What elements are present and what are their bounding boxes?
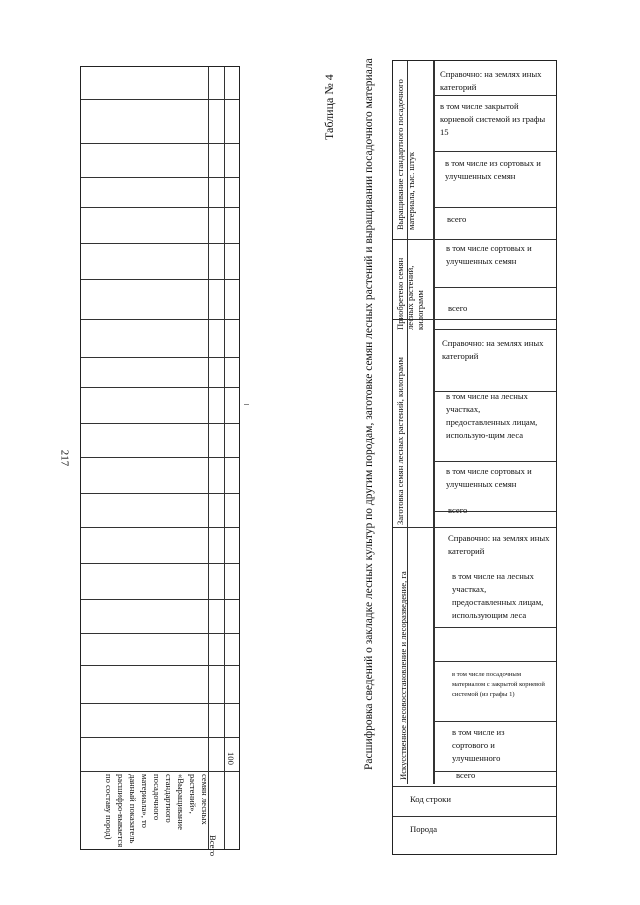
group-seedling-growing: Выращивание стандартного посадочного материала, тыс. штук xyxy=(395,79,416,230)
col-seed-varietal: в том числе сортовых и улучшенных семян xyxy=(446,466,532,489)
continuation-table xyxy=(80,66,240,850)
group-divider xyxy=(393,527,556,528)
table-row-line xyxy=(81,387,239,388)
group-artificial: Искусственное лесовосстановление и лесоразведение, га xyxy=(398,571,408,780)
table-row-line xyxy=(81,665,239,666)
group-subheader-line xyxy=(434,61,435,784)
table-row-line xyxy=(81,771,239,772)
table-row-line xyxy=(81,357,239,358)
col-purchase-varietal: в том числе сортовых и улучшенных семян xyxy=(446,243,532,266)
table-row-line xyxy=(81,563,239,564)
table-row-line xyxy=(81,633,239,634)
table-row-line xyxy=(81,177,239,178)
group-seed-collection: Заготовка семян лесных растений, килограмм xyxy=(395,357,405,525)
table-row-line xyxy=(81,243,239,244)
table-row-line xyxy=(81,423,239,424)
col-seedling-reference: Справочно: на землях иных категорий xyxy=(440,69,542,92)
table-row-line xyxy=(81,143,239,144)
table-row-line xyxy=(81,99,239,100)
table-number: Таблица № 4 xyxy=(322,74,336,140)
table-row-line xyxy=(81,279,239,280)
table-title: Расшифровка сведений о закладке лесных культур по другим породам, заготовке семян лесных растений и выращивании посадочного материала xyxy=(363,58,375,770)
table-row-line xyxy=(81,319,239,320)
table-column-line xyxy=(208,67,209,849)
group-seed-purchase: Приобретено семян лесных растений, килограмм xyxy=(395,257,425,330)
col-artificial-closed-root: в том числе посадочным материалом с закрытой корневой системой (из графы 1) xyxy=(452,671,545,698)
table-row-line xyxy=(81,207,239,208)
table-row-line xyxy=(81,493,239,494)
table-row-line xyxy=(81,457,239,458)
total-value: 100 xyxy=(226,752,236,765)
col-seed-total: всего xyxy=(448,505,468,515)
col-seedling-varietal: в том числе из сортовых и улучшенных семян xyxy=(445,158,541,181)
table-row-line xyxy=(81,599,239,600)
col-seed-reference: Справочно: на землях иных категорий xyxy=(442,338,544,361)
page-number: 217 xyxy=(58,449,71,467)
col-seedling-closed-root: в том числе закрытой корневой системой из графы 15 xyxy=(440,101,546,137)
col-artificial-reference: Справочно: на землях иных категорий xyxy=(448,533,550,556)
col-purchase-total: всего xyxy=(448,303,468,313)
row-label-species: Порода xyxy=(410,824,438,834)
table-row-line xyxy=(81,703,239,704)
group-divider xyxy=(393,239,556,240)
scan-mark xyxy=(244,404,249,408)
column-header-line xyxy=(433,61,434,784)
table-column-line xyxy=(224,67,225,849)
col-seedling-total: всего xyxy=(447,214,467,224)
row-label-code: Код строки xyxy=(410,794,451,804)
col-artificial-varietal: в том числе из сортового и улучшенного xyxy=(452,727,505,763)
table-row-line xyxy=(81,527,239,528)
total-label: Всего xyxy=(208,835,218,857)
col-artificial-total: всего xyxy=(456,770,476,780)
col-artificial-forest-plots: в том числе на лесных участках, предоставленных лицам, использующим леса xyxy=(452,571,544,620)
col-seed-forest-plots: в том числе на лесных участках, предоставленных лицам, использую-щим леса xyxy=(446,391,538,440)
table-row-line xyxy=(81,737,239,738)
continuation-header-text: семян лесных растений», «Выращивание стандартного посадочного материала», то данный показатель расшифро-вывается по составу пород) xyxy=(104,774,210,848)
